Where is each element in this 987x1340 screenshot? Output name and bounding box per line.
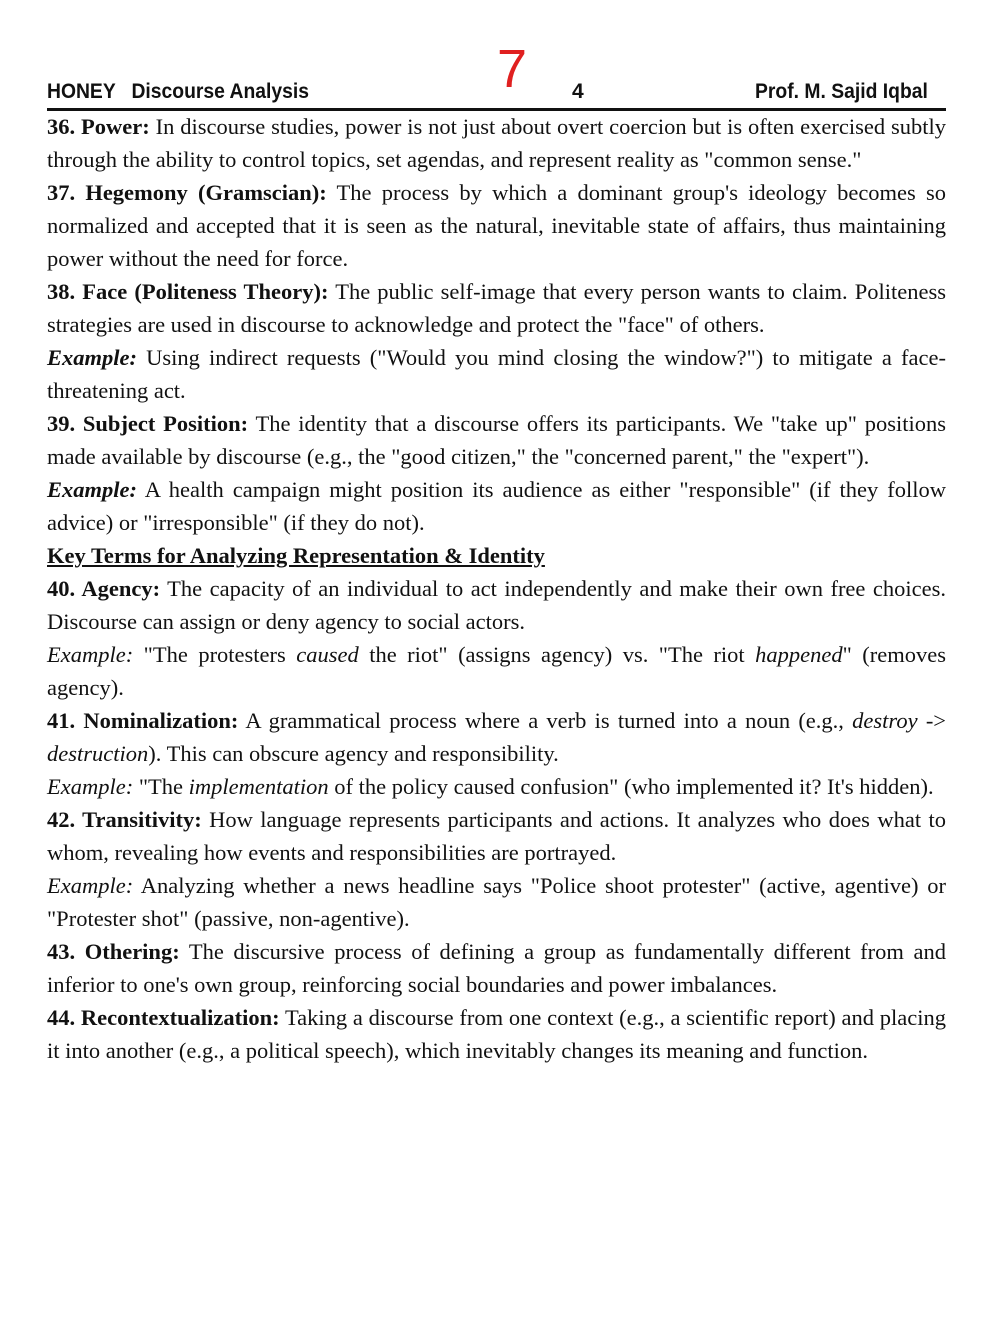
entry-36	[47, 110, 946, 176]
example-text: the riot" (assigns agency) vs. "The riot	[358, 642, 756, 667]
definition-emphasis: destruction	[47, 741, 149, 766]
example-text: of the policy caused confusion" (who implemented it? It's hidden).	[328, 774, 934, 799]
section-heading: Key Terms for Analyzing Representation & Identity	[47, 543, 545, 568]
example-emphasis: implementation	[188, 774, 329, 799]
definition: A grammatical process where a verb is turned into a noun (e.g.,	[238, 708, 853, 733]
term: 42. Transitivity:	[47, 807, 202, 832]
definition: The identity that a discourse offers its participants. We "take up" positions made available by discourse (e.g., the "good citizen," the "concerned parent," the "expert").	[47, 411, 946, 469]
definition-emphasis: destroy	[852, 708, 918, 733]
term: 36. Power:	[47, 114, 150, 139]
header-course-title: HONEY Discourse Analysis	[47, 80, 310, 103]
handwritten-page-mark: 7	[497, 39, 528, 99]
definition: ->	[917, 708, 946, 733]
entry-40	[47, 572, 946, 638]
term: 41. Nominalization:	[47, 708, 239, 733]
example-label: Example:	[47, 477, 137, 502]
term: 40. Agency:	[47, 576, 161, 601]
definition: The public self-image that every person wants to claim. Politeness strategies are used in discourse to acknowledge and protect the "face" of others.	[47, 279, 946, 337]
entry-38	[47, 275, 946, 341]
term: 43. Othering:	[47, 939, 180, 964]
entry-42	[47, 803, 946, 869]
header-author: Prof. M. Sajid Iqbal	[755, 80, 928, 103]
definition: ). This can obscure agency and responsibility.	[148, 741, 559, 766]
example-label: Example:	[47, 774, 134, 799]
term: 38. Face (Politeness Theory):	[47, 279, 329, 304]
document-body	[47, 110, 946, 1067]
example-38	[47, 341, 946, 407]
definition: The discursive process of defining a group as fundamentally different from and inferior to one's own group, reinforcing social boundaries and power imbalances.	[47, 939, 946, 997]
example-text: Analyzing whether a news headline says "Police shoot protester" (active, agentive) or "Protester shot" (passive, non-agentive).	[47, 873, 946, 931]
example-40	[47, 638, 946, 704]
entry-37	[47, 176, 946, 275]
example-label: Example:	[47, 642, 134, 667]
example-39	[47, 473, 946, 539]
example-42	[47, 869, 946, 935]
header-page-number: 4	[572, 80, 584, 103]
example-label: Example:	[47, 345, 137, 370]
example-emphasis: happened	[755, 642, 843, 667]
definition: How language represents participants and actions. It analyzes who does what to whom, revealing how events and responsibilities are portrayed.	[47, 807, 946, 865]
entry-43	[47, 935, 946, 1001]
entry-44	[47, 1001, 946, 1067]
term: 39. Subject Position:	[47, 411, 249, 436]
definition: The process by which a dominant group's ideology becomes so normalized and accepted that it is seen as the natural, inevitable state of affairs, thus maintaining power without the need for force.	[47, 180, 947, 271]
term: 37. Hegemony (Gramscian):	[47, 180, 327, 205]
example-text: "The	[133, 774, 189, 799]
example-text: " (removes agency).	[47, 642, 946, 700]
example-text: "The protesters	[133, 642, 297, 667]
definition: In discourse studies, power is not just about overt coercion but is often exercised subtly through the ability to control topics, set agendas, and represent reality as "common sense."	[47, 114, 946, 172]
entry-39	[47, 407, 946, 473]
example-41	[47, 770, 946, 803]
example-label: Example:	[47, 873, 134, 898]
definition: The capacity of an individual to act independently and make their own free choices. Discourse can assign or deny agency to social actors.	[47, 576, 946, 634]
example-emphasis: caused	[296, 642, 359, 667]
example-text: Using indirect requests ("Would you mind closing the window?") to mitigate a face-threatening act.	[47, 345, 946, 403]
entry-41	[47, 704, 946, 770]
term: 44. Recontextualization:	[47, 1005, 280, 1030]
page-header	[47, 78, 946, 111]
definition: Taking a discourse from one context (e.g., a scientific report) and placing it into another (e.g., a political speech), which inevitably changes its meaning and function.	[47, 1005, 946, 1063]
example-text: A health campaign might position its audience as either "responsible" (if they follow advice) or "irresponsible" (if they do not).	[47, 477, 946, 535]
